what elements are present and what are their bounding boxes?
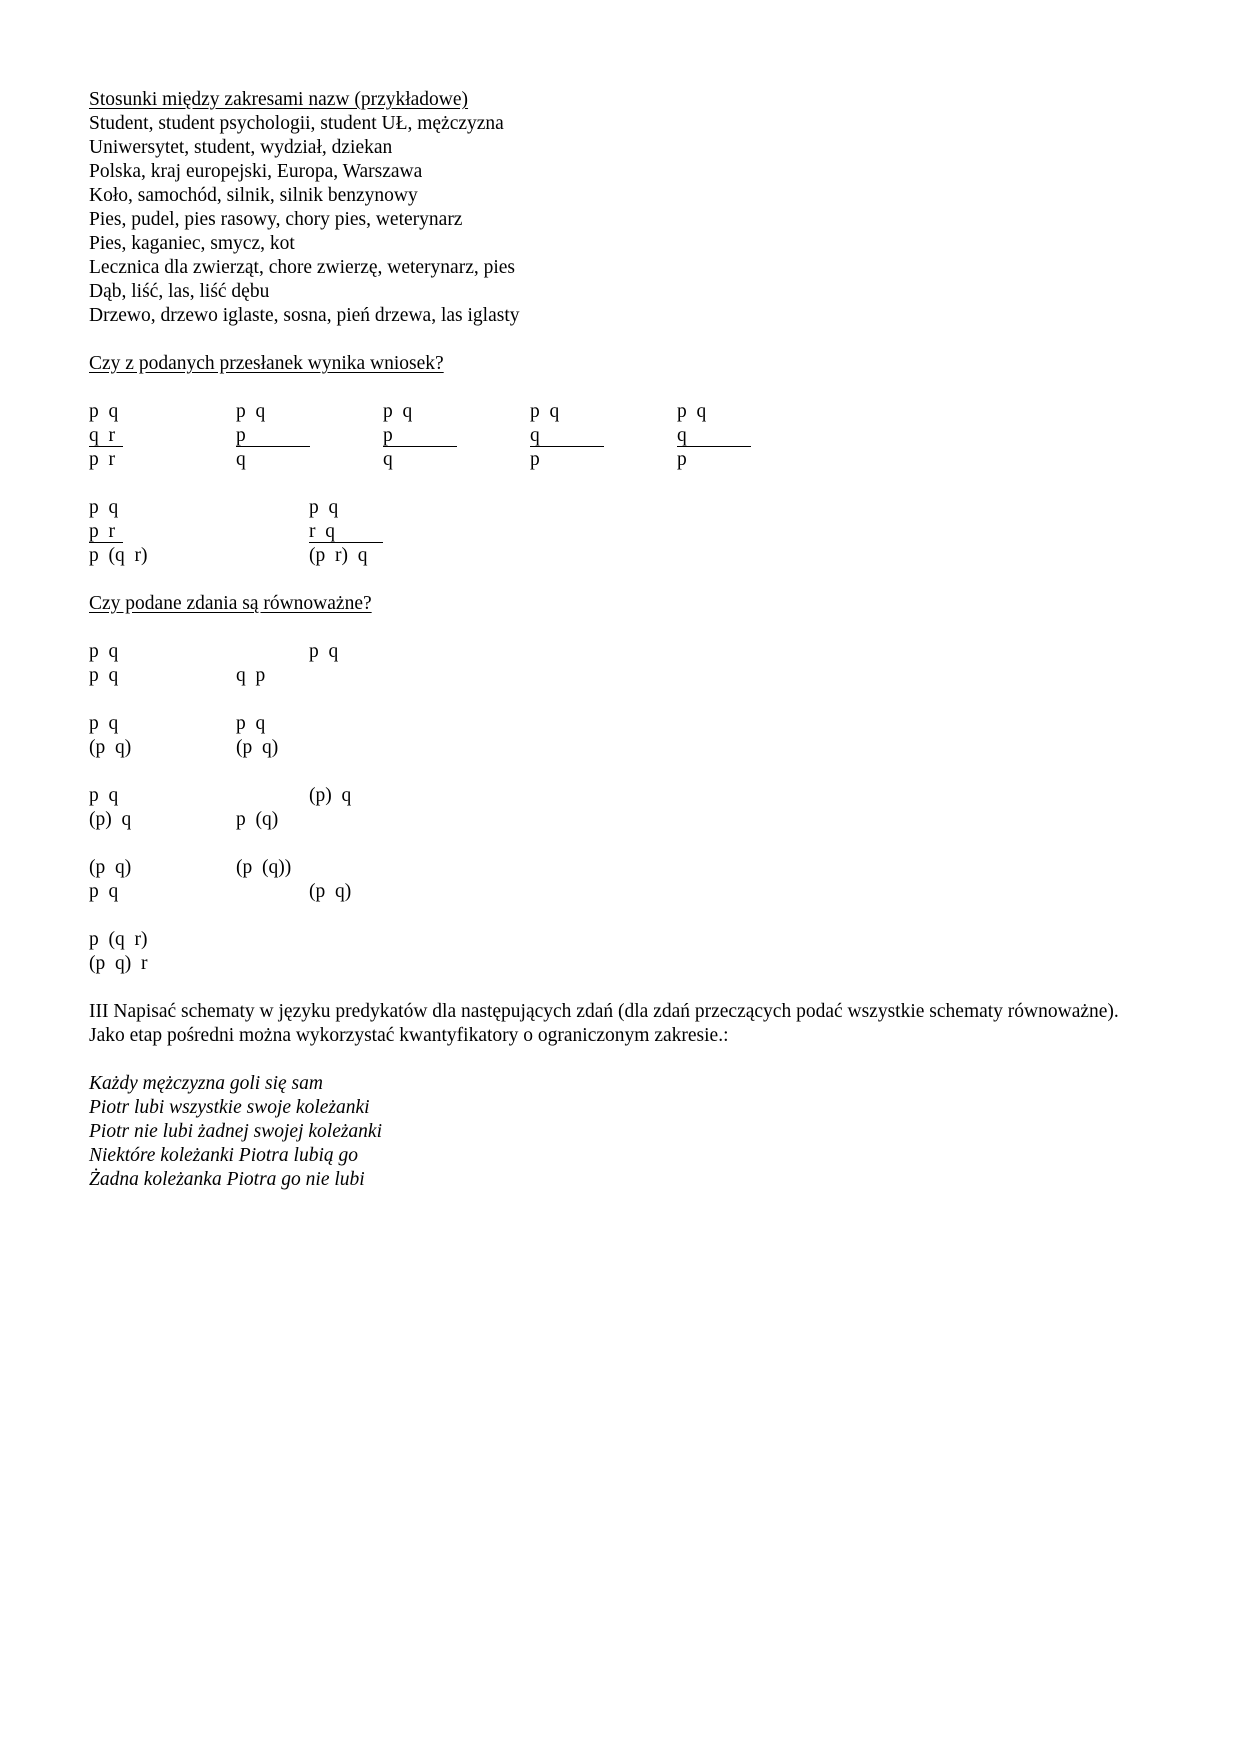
example-line: Drzewo, drzewo iglaste, sosna, pień drzewa, las iglasty xyxy=(89,305,520,326)
formula: (p q) xyxy=(89,857,132,878)
equivalence-pair-2 xyxy=(89,712,1149,736)
inference-row-2-premise-2 xyxy=(89,520,1149,544)
equivalence-pair-4b xyxy=(89,880,1149,904)
formula: p (q) xyxy=(236,809,279,830)
formula: p q xyxy=(89,785,119,806)
conclusion: (p r) q xyxy=(309,545,368,566)
document-page xyxy=(89,88,1149,1192)
formula: p (q r) xyxy=(89,929,148,950)
example-line: Student, student psychologii, student UŁ, mężczyzna xyxy=(89,113,504,134)
premise: p q xyxy=(530,401,560,422)
example-line: Pies, kaganiec, smycz, kot xyxy=(89,233,295,254)
equivalence-pair-1 xyxy=(89,640,1149,664)
formula: p q xyxy=(89,713,119,734)
example-line: Koło, samochód, silnik, silnik benzynowy xyxy=(89,185,418,206)
conclusion: p (q r) xyxy=(89,545,148,566)
example-line: Pies, pudel, pies rasowy, chory pies, weterynarz xyxy=(89,209,463,230)
example-line: Lecznica dla zwierząt, chore zwierzę, weterynarz, pies xyxy=(89,257,516,278)
formula: q p xyxy=(236,665,266,686)
section-title-inference: Czy z podanych przesłanek wynika wniosek? xyxy=(89,353,444,374)
equivalence-pair-1b xyxy=(89,664,1149,688)
task-sentence: Każdy mężczyzna goli się sam xyxy=(89,1073,323,1094)
equivalence-pair-2b xyxy=(89,736,1149,760)
premise-underlined: p xyxy=(236,426,310,447)
formula: (p) q xyxy=(89,809,132,830)
inference-row-1-premise-1 xyxy=(89,400,1149,424)
premise-underlined: r q xyxy=(309,522,383,543)
conclusion: p xyxy=(677,449,687,470)
conclusion: p r xyxy=(89,449,115,470)
example-line: Dąb, liść, las, liść dębu xyxy=(89,281,270,302)
task-instruction: III Napisać schematy w języku predykatów dla następujących zdań (dla zdań przeczących podać wszystkie schematy równoważne). Jako etap pośredni można wykorzystać kwantyfikatory o ograniczonym zakresie.: xyxy=(89,1001,1119,1046)
premise-underlined: q r xyxy=(89,426,123,447)
equivalence-pair-5b xyxy=(89,952,1149,976)
formula: (p (q)) xyxy=(236,857,292,878)
formula: (p q) xyxy=(309,881,352,902)
section-title-equivalence: Czy podane zdania są równoważne? xyxy=(89,593,372,614)
equivalence-pair-3 xyxy=(89,784,1149,808)
formula: (p q) r xyxy=(89,953,148,974)
section-title-relations: Stosunki między zakresami nazw (przykładowe) xyxy=(89,89,469,110)
example-line: Polska, kraj europejski, Europa, Warszawa xyxy=(89,161,423,182)
premise-underlined: q xyxy=(530,426,604,447)
conclusion: p xyxy=(530,449,540,470)
formula: p q xyxy=(89,881,119,902)
premise: p q xyxy=(677,401,707,422)
formula: p q xyxy=(236,713,266,734)
formula: (p q) xyxy=(236,737,279,758)
equivalence-pair-3b xyxy=(89,808,1149,832)
premise: p q xyxy=(236,401,266,422)
premise: p q xyxy=(309,497,339,518)
task-sentence: Piotr lubi wszystkie swoje koleżanki xyxy=(89,1097,370,1118)
premise: p q xyxy=(383,401,413,422)
premise: p q xyxy=(89,401,119,422)
formula: p q xyxy=(89,665,119,686)
equivalence-pair-4 xyxy=(89,856,1149,880)
formula: p q xyxy=(309,641,339,662)
premise-underlined: p xyxy=(383,426,457,447)
task-sentence: Piotr nie lubi żadnej swojej koleżanki xyxy=(89,1121,383,1142)
formula: (p q) xyxy=(89,737,132,758)
formula: p q xyxy=(89,641,119,662)
task-sentence: Żadna koleżanka Piotra go nie lubi xyxy=(89,1169,365,1190)
inference-row-2-conclusion xyxy=(89,544,1149,568)
premise-underlined: p r xyxy=(89,522,123,543)
example-line: Uniwersytet, student, wydział, dziekan xyxy=(89,137,393,158)
task-sentence: Niektóre koleżanki Piotra lubią go xyxy=(89,1145,358,1166)
conclusion: q xyxy=(383,449,393,470)
inference-row-1-conclusion xyxy=(89,448,1149,472)
conclusion: q xyxy=(236,449,246,470)
formula: (p) q xyxy=(309,785,352,806)
premise: p q xyxy=(89,497,119,518)
premise-underlined: q xyxy=(677,426,751,447)
inference-row-2-premise-1 xyxy=(89,496,1149,520)
equivalence-pair-5 xyxy=(89,928,1149,952)
inference-row-1-premise-2 xyxy=(89,424,1149,448)
